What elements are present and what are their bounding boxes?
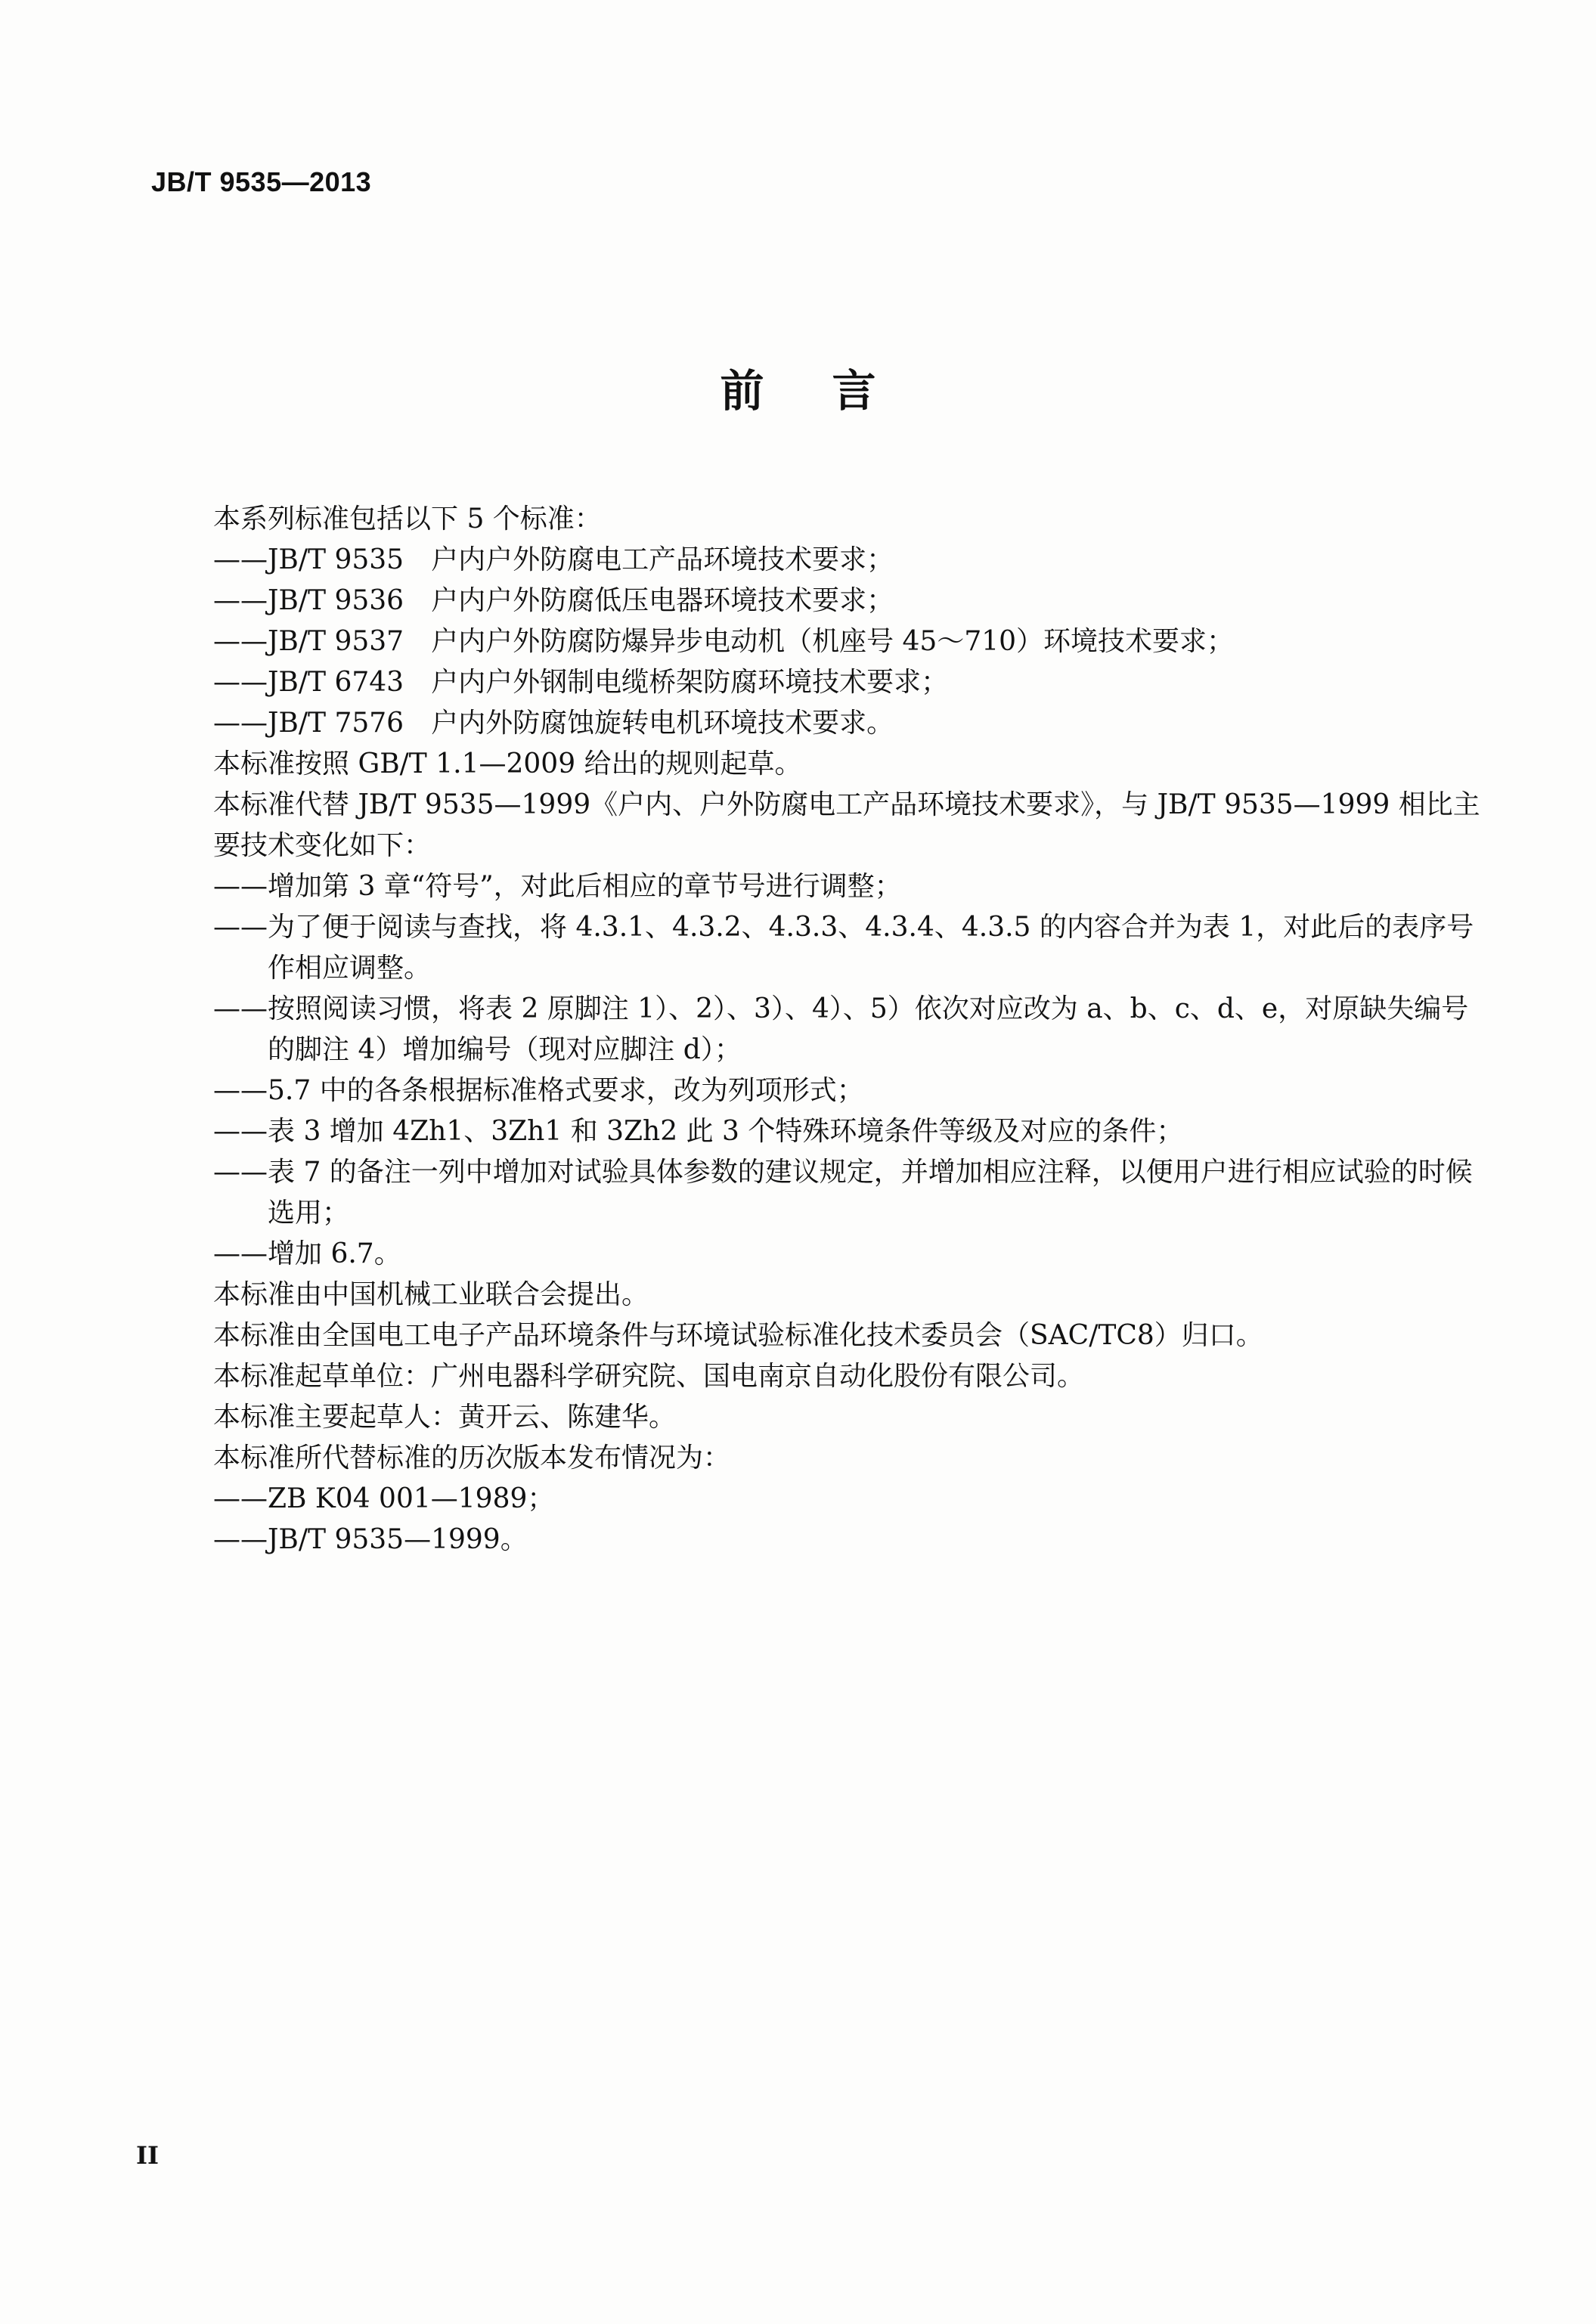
paragraph: 本系列标准包括以下 5 个标准： xyxy=(213,504,602,535)
paragraph: 本标准代替 JB/T 9535—1999《户内、户外防腐电工产品环境技术要求》，与 JB/T 9535—1999 相比主要技术变化如下： xyxy=(213,789,1480,861)
list-item: ——增加 6.7。 xyxy=(213,1238,401,1269)
list-item: ——JB/T 6743 户内户外钢制电缆桥架防腐环境技术要求； xyxy=(213,667,949,698)
page-title: 前言 xyxy=(720,365,944,417)
paragraph: 本标准按照 GB/T 1.1—2009 给出的规则起草。 xyxy=(213,748,802,779)
list-item: ——增加第 3 章“符号”，对此后相应的章节号进行调整； xyxy=(213,871,902,902)
page-number: II xyxy=(136,2141,159,2170)
paragraph: 本标准由全国电工电子产品环境条件与环境试验标准化技术委员会（SAC/TC8）归口。 xyxy=(213,1320,1263,1351)
list-item: ——JB/T 9535—1999。 xyxy=(213,1524,528,1555)
list-item: ——JB/T 7576 户内外防腐蚀旋转电机环境技术要求。 xyxy=(213,708,894,739)
foreword-body xyxy=(213,499,1483,1560)
paragraph: 本标准起草单位：广州电器科学研究院、国电南京自动化股份有限公司。 xyxy=(213,1361,1085,1392)
list-item: ——按照阅读习惯，将表 2 原脚注 1）、2）、3）、4）、5）依次对应改为 a、b、c、d、e，对原缺失编号的脚注 4）增加编号（现对应脚注 d）； xyxy=(213,993,1469,1065)
paragraph: 本标准所代替标准的历次版本发布情况为： xyxy=(213,1442,731,1473)
paragraph: 本标准由中国机械工业联合会提出。 xyxy=(213,1279,649,1310)
standard-code: JB/T 9535—2013 xyxy=(151,166,372,197)
list-item: ——表 7 的备注一列中增加对试验具体参数的建议规定，并增加相应注释，以便用户进行相应试验的时候选用； xyxy=(213,1157,1473,1229)
list-item: ——JB/T 9535 户内户外防腐电工产品环境技术要求； xyxy=(213,544,894,575)
list-item: ——为了便于阅读与查找，将 4.3.1、4.3.2、4.3.3、4.3.4、4.3.5 的内容合并为表 1，对此后的表序号作相应调整。 xyxy=(213,912,1474,984)
list-item: ——表 3 增加 4Zh1、3Zh1 和 3Zh2 此 3 个特殊环境条件等级及对应的条件； xyxy=(213,1116,1184,1147)
list-item: ——ZB K04 001—1989； xyxy=(213,1483,555,1514)
list-item: ——JB/T 9537 户内户外防腐防爆异步电动机（机座号 45～710）环境技术要求； xyxy=(213,626,1235,657)
paragraph: 本标准主要起草人：黄开云、陈建华。 xyxy=(213,1402,677,1433)
list-item: ——5.7 中的各条根据标准格式要求，改为列项形式； xyxy=(213,1075,864,1106)
list-item: ——JB/T 9536 户内户外防腐低压电器环境技术要求； xyxy=(213,585,894,616)
